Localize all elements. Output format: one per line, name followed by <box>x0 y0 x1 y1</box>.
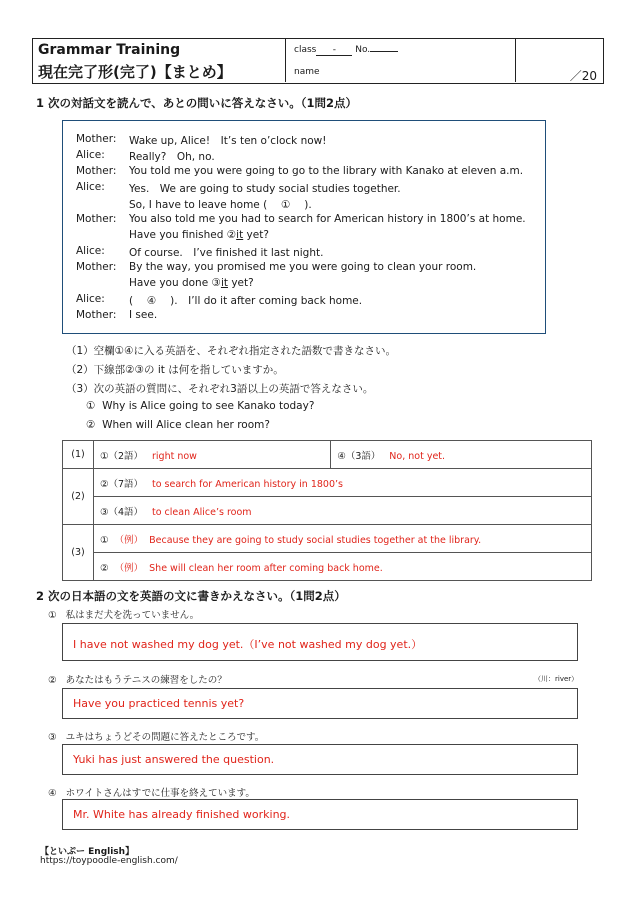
section2-title: 2 次の日本語の文を英語の文に書きかえなさい。（1問2点） <box>36 589 346 603</box>
dialogue-line: Really? Oh, no. <box>129 151 215 163</box>
table-row <box>63 497 592 525</box>
answer-text: to search for American history in 1800’s <box>152 478 343 490</box>
answer-cell: ③（4語） to clean Alice’s room <box>94 497 592 525</box>
answer-box <box>62 799 578 830</box>
row-label: (2) <box>63 469 94 525</box>
vocab-hint: （川：river） <box>534 675 579 683</box>
translation-prompt: ② あなたはもうテニスの練習をしたの？ <box>48 675 227 686</box>
footer-brand: 【といぷー English】 <box>40 847 135 857</box>
dialogue-line: Of course. I’ve finished it last night. <box>129 247 324 259</box>
table-row <box>63 525 592 553</box>
answer-cell: ①（2語） right now <box>94 441 331 469</box>
translation-prompt: ① 私はまだ犬を洗っていません。 <box>48 610 200 621</box>
dialogue-speaker: Mother: <box>76 165 117 177</box>
dialogue-line: Yes. We are going to study social studies together. <box>129 183 401 195</box>
dialogue-line: By the way, you promised me you were going to clean your room. <box>129 261 477 273</box>
score-total: ／20 <box>569 69 597 83</box>
dialogue-line: ( ④ ). I’ll do it after coming back home. <box>129 295 363 307</box>
dialogue-line: You also told me you had to search for American history in 1800’s at home. <box>129 213 526 225</box>
answer-text: I have not washed my dog yet.（I’ve not washed my dog yet.） <box>73 638 423 651</box>
answer-cell: ② （例） She will clean her room after coming back home. <box>94 553 592 581</box>
answer-text: Have you practiced tennis yet? <box>73 697 245 710</box>
dialogue-speaker: Mother: <box>76 213 117 225</box>
class-name-cell <box>287 39 516 82</box>
class-label: class <box>294 45 317 55</box>
dialogue-line: Have you done ③it yet? <box>129 277 254 289</box>
question-1: （1）空欄①④に入る英語を、それぞれ指定された語数で書きなさい。 <box>66 345 397 357</box>
answer-box <box>62 744 578 775</box>
translation-prompt: ④ ホワイトさんはすでに仕事を終えています。 <box>48 788 255 799</box>
worksheet-header <box>32 38 604 84</box>
question-3: （3）次の英語の質問に、それぞれ3語以上の英語で答えなさい。 <box>66 383 374 395</box>
answer-text: Mr. White has already finished working. <box>73 808 291 821</box>
score-cell <box>517 39 603 82</box>
translation-prompt: ③ ユキはちょうどその問題に答えたところです。 <box>48 732 265 743</box>
answer-text: She will clean her room after coming back home. <box>149 562 383 574</box>
subquestion-2: ② When will Alice clean her room? <box>86 419 270 431</box>
name-label: name <box>294 67 320 77</box>
answer-text: Because they are going to study social studies together at the library. <box>149 534 482 546</box>
class-blank: - <box>316 45 352 56</box>
answer-text: Yuki has just answered the question. <box>73 753 275 766</box>
dialogue-speaker: Alice: <box>76 181 105 193</box>
answer-cell: ②（7語） to search for American history in 1800’s <box>94 469 592 497</box>
dialogue-line: Wake up, Alice! It’s ten o’clock now! <box>129 135 327 147</box>
title-english: Grammar Training <box>38 42 181 58</box>
title-japanese: 現在完了形(完了)【まとめ】 <box>38 63 232 81</box>
answer-text: No, not yet. <box>389 450 446 462</box>
answer-box <box>62 623 578 661</box>
dialogue-box <box>62 120 546 334</box>
table-row <box>63 469 592 497</box>
dialogue-speaker: Alice: <box>76 293 105 305</box>
no-label: No. <box>355 45 371 55</box>
dialogue-speaker: Mother: <box>76 133 117 145</box>
underlined-it: it <box>220 277 228 289</box>
answer-text: right now <box>152 450 197 462</box>
subquestion-1: ① Why is Alice going to see Kanako today? <box>86 400 315 412</box>
dialogue-speaker: Alice: <box>76 245 105 257</box>
footer-url[interactable]: https://toypoodle-english.com/ <box>40 856 178 866</box>
dialogue-line: So, I have to leave home ( ① ). <box>129 199 312 211</box>
table-row <box>63 441 592 469</box>
dialogue-line: I see. <box>129 309 158 321</box>
no-blank <box>370 51 398 52</box>
title-cell <box>33 39 286 82</box>
class-field <box>294 45 398 56</box>
question-2: （2）下線部②③の it は何を指していますか。 <box>66 364 284 376</box>
answer-cell: ① （例） Because they are going to study social studies together at the library. <box>94 525 592 553</box>
row-label: (1) <box>63 441 94 469</box>
dialogue-speaker: Mother: <box>76 261 117 273</box>
dialogue-line: You told me you were going to go to the library with Kanako at eleven a.m. <box>129 165 524 177</box>
row-label: (3) <box>63 525 94 581</box>
dialogue-speaker: Mother: <box>76 309 117 321</box>
table-row <box>63 553 592 581</box>
section1-title: 1 次の対話文を読んで、あとの問いに答えなさい。（1問2点） <box>36 96 358 110</box>
answer-cell: ④（3語） No, not yet. <box>331 441 592 469</box>
answer-box <box>62 688 578 719</box>
underlined-it: it <box>236 229 244 241</box>
answer-text: to clean Alice’s room <box>152 506 252 518</box>
answer-table <box>62 440 592 581</box>
dialogue-speaker: Alice: <box>76 149 105 161</box>
dialogue-line: Have you finished ②it yet? <box>129 229 269 241</box>
